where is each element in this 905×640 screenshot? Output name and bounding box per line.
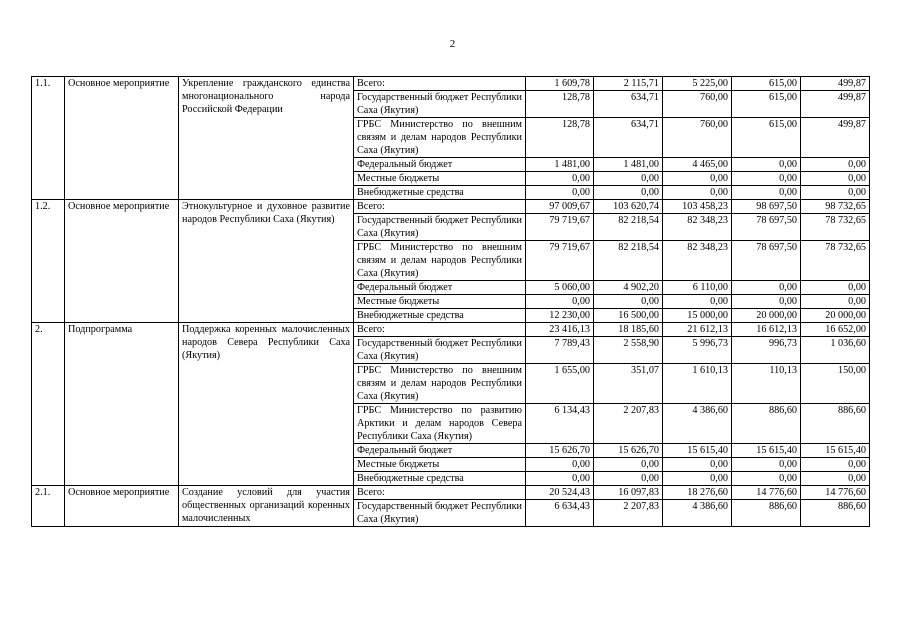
- amount-cell: 1 036,60: [801, 337, 870, 364]
- amount-cell: 20 000,00: [732, 309, 801, 323]
- amount-cell: 5 996,73: [663, 337, 732, 364]
- amount-cell: 82 348,23: [663, 241, 732, 281]
- amount-cell: 82 348,23: [663, 214, 732, 241]
- amount-cell: 4 465,00: [663, 158, 732, 172]
- amount-cell: 615,00: [732, 118, 801, 158]
- amount-cell: 0,00: [732, 186, 801, 200]
- amount-cell: 0,00: [801, 458, 870, 472]
- amount-cell: 0,00: [732, 281, 801, 295]
- amount-cell: 0,00: [732, 458, 801, 472]
- amount-cell: 15 626,70: [594, 444, 663, 458]
- budget-table: [31, 76, 870, 527]
- table-row: [32, 77, 870, 91]
- amount-cell: 886,60: [732, 404, 801, 444]
- amount-cell: 499,87: [801, 77, 870, 91]
- item-type: Основное мероприятие: [65, 486, 179, 527]
- funding-source: ГРБС Министерство по внешним связям и делам народов Республики Саха (Якутия): [354, 241, 526, 281]
- amount-cell: 886,60: [801, 404, 870, 444]
- funding-source: ГРБС Министерство по внешним связям и делам народов Республики Саха (Якутия): [354, 118, 526, 158]
- funding-source: Всего:: [354, 77, 526, 91]
- amount-cell: 0,00: [801, 186, 870, 200]
- amount-cell: 6 634,43: [526, 500, 594, 527]
- funding-source: Внебюджетные средства: [354, 186, 526, 200]
- amount-cell: 996,73: [732, 337, 801, 364]
- item-name: Укрепление гражданского единства многонационального народа Российской Федерации: [179, 77, 354, 200]
- amount-cell: 15 615,40: [801, 444, 870, 458]
- funding-source: Всего:: [354, 200, 526, 214]
- amount-cell: 0,00: [732, 295, 801, 309]
- amount-cell: 2 115,71: [594, 77, 663, 91]
- amount-cell: 82 218,54: [594, 241, 663, 281]
- amount-cell: 886,60: [801, 500, 870, 527]
- amount-cell: 15 626,70: [526, 444, 594, 458]
- amount-cell: 0,00: [594, 295, 663, 309]
- funding-source: Внебюджетные средства: [354, 472, 526, 486]
- amount-cell: 7 789,43: [526, 337, 594, 364]
- item-name: Поддержка коренных малочисленных народов Севера Республики Саха (Якутия): [179, 323, 354, 486]
- table-row: [32, 200, 870, 214]
- amount-cell: 12 230,00: [526, 309, 594, 323]
- amount-cell: 615,00: [732, 77, 801, 91]
- funding-source: Государственный бюджет Республики Саха (Якутия): [354, 337, 526, 364]
- item-name: Создание условий для участия общественных организаций коренных малочисленных: [179, 486, 354, 527]
- amount-cell: 0,00: [526, 186, 594, 200]
- table-row: [32, 486, 870, 500]
- funding-source: Внебюджетные средства: [354, 309, 526, 323]
- amount-cell: 103 620,74: [594, 200, 663, 214]
- amount-cell: 128,78: [526, 91, 594, 118]
- amount-cell: 150,00: [801, 364, 870, 404]
- funding-source: Местные бюджеты: [354, 172, 526, 186]
- amount-cell: 5 225,00: [663, 77, 732, 91]
- amount-cell: 0,00: [594, 458, 663, 472]
- amount-cell: 0,00: [732, 172, 801, 186]
- amount-cell: 0,00: [801, 281, 870, 295]
- amount-cell: 0,00: [594, 186, 663, 200]
- amount-cell: 15 615,40: [732, 444, 801, 458]
- item-type: Основное мероприятие: [65, 77, 179, 200]
- amount-cell: 0,00: [663, 295, 732, 309]
- amount-cell: 1 610,13: [663, 364, 732, 404]
- amount-cell: 110,13: [732, 364, 801, 404]
- amount-cell: 615,00: [732, 91, 801, 118]
- amount-cell: 351,07: [594, 364, 663, 404]
- budget-body: [32, 77, 870, 527]
- amount-cell: 14 776,60: [732, 486, 801, 500]
- amount-cell: 0,00: [594, 172, 663, 186]
- amount-cell: 886,60: [732, 500, 801, 527]
- amount-cell: 4 902,20: [594, 281, 663, 295]
- item-code: 2.1.: [32, 486, 65, 527]
- amount-cell: 16 612,13: [732, 323, 801, 337]
- amount-cell: 2 207,83: [594, 404, 663, 444]
- amount-cell: 2 207,83: [594, 500, 663, 527]
- amount-cell: 82 218,54: [594, 214, 663, 241]
- item-type: Подпрограмма: [65, 323, 179, 486]
- funding-source: Государственный бюджет Республики Саха (Якутия): [354, 91, 526, 118]
- amount-cell: 14 776,60: [801, 486, 870, 500]
- amount-cell: 16 097,83: [594, 486, 663, 500]
- funding-source: ГРБС Министерство по внешним связям и делам народов Республики Саха (Якутия): [354, 364, 526, 404]
- item-code: 1.2.: [32, 200, 65, 323]
- funding-source: Местные бюджеты: [354, 458, 526, 472]
- amount-cell: 0,00: [663, 472, 732, 486]
- amount-cell: 0,00: [801, 472, 870, 486]
- funding-source: Федеральный бюджет: [354, 158, 526, 172]
- amount-cell: 21 612,13: [663, 323, 732, 337]
- item-code: 2.: [32, 323, 65, 486]
- amount-cell: 1 481,00: [594, 158, 663, 172]
- amount-cell: 79 719,67: [526, 241, 594, 281]
- amount-cell: 2 558,90: [594, 337, 663, 364]
- amount-cell: 78 732,65: [801, 214, 870, 241]
- amount-cell: 4 386,60: [663, 404, 732, 444]
- amount-cell: 0,00: [526, 172, 594, 186]
- amount-cell: 0,00: [594, 472, 663, 486]
- amount-cell: 6 134,43: [526, 404, 594, 444]
- amount-cell: 103 458,23: [663, 200, 732, 214]
- amount-cell: 15 000,00: [663, 309, 732, 323]
- page-number: 2: [449, 38, 456, 50]
- funding-source: Федеральный бюджет: [354, 281, 526, 295]
- amount-cell: 0,00: [732, 158, 801, 172]
- amount-cell: 634,71: [594, 91, 663, 118]
- funding-source: ГРБС Министерство по развитию Арктики и делам народов Севера Республики Саха (Якутия): [354, 404, 526, 444]
- amount-cell: 6 110,00: [663, 281, 732, 295]
- amount-cell: 98 732,65: [801, 200, 870, 214]
- amount-cell: 760,00: [663, 91, 732, 118]
- amount-cell: 16 652,00: [801, 323, 870, 337]
- amount-cell: 15 615,40: [663, 444, 732, 458]
- amount-cell: 18 276,60: [663, 486, 732, 500]
- amount-cell: 79 719,67: [526, 214, 594, 241]
- amount-cell: 0,00: [526, 295, 594, 309]
- funding-source: Местные бюджеты: [354, 295, 526, 309]
- amount-cell: 97 009,67: [526, 200, 594, 214]
- amount-cell: 5 060,00: [526, 281, 594, 295]
- funding-source: Всего:: [354, 323, 526, 337]
- amount-cell: 0,00: [732, 472, 801, 486]
- amount-cell: 20 000,00: [801, 309, 870, 323]
- amount-cell: 499,87: [801, 91, 870, 118]
- amount-cell: 18 185,60: [594, 323, 663, 337]
- item-type: Основное мероприятие: [65, 200, 179, 323]
- amount-cell: 20 524,43: [526, 486, 594, 500]
- amount-cell: 0,00: [663, 172, 732, 186]
- funding-source: Федеральный бюджет: [354, 444, 526, 458]
- amount-cell: 1 655,00: [526, 364, 594, 404]
- amount-cell: 0,00: [801, 172, 870, 186]
- amount-cell: 98 697,50: [732, 200, 801, 214]
- amount-cell: 0,00: [663, 458, 732, 472]
- amount-cell: 78 697,50: [732, 214, 801, 241]
- amount-cell: 1 609,78: [526, 77, 594, 91]
- amount-cell: 634,71: [594, 118, 663, 158]
- amount-cell: 1 481,00: [526, 158, 594, 172]
- amount-cell: 0,00: [526, 458, 594, 472]
- item-name: Этнокультурное и духовное развитие народов Республики Саха (Якутия): [179, 200, 354, 323]
- amount-cell: 78 697,50: [732, 241, 801, 281]
- amount-cell: 0,00: [801, 158, 870, 172]
- amount-cell: 23 416,13: [526, 323, 594, 337]
- amount-cell: 78 732,65: [801, 241, 870, 281]
- funding-source: Государственный бюджет Республики Саха (Якутия): [354, 500, 526, 527]
- funding-source: Государственный бюджет Республики Саха (Якутия): [354, 214, 526, 241]
- amount-cell: 4 386,60: [663, 500, 732, 527]
- amount-cell: 0,00: [526, 472, 594, 486]
- amount-cell: 128,78: [526, 118, 594, 158]
- amount-cell: 0,00: [663, 186, 732, 200]
- amount-cell: 0,00: [801, 295, 870, 309]
- amount-cell: 16 500,00: [594, 309, 663, 323]
- funding-source: Всего:: [354, 486, 526, 500]
- amount-cell: 499,87: [801, 118, 870, 158]
- item-code: 1.1.: [32, 77, 65, 200]
- amount-cell: 760,00: [663, 118, 732, 158]
- table-row: [32, 323, 870, 337]
